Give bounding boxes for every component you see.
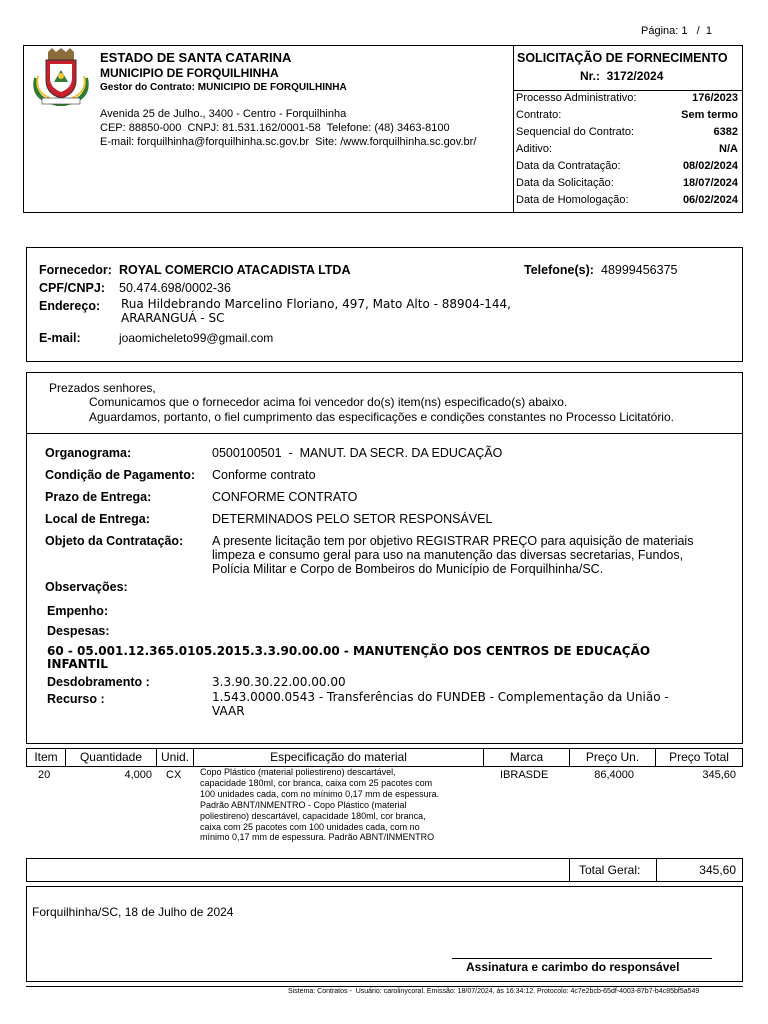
supplier-email: joaomicheleto99@gmail.com — [119, 331, 274, 345]
empenho-label: Empenho: — [47, 604, 109, 618]
request-row: Data de Homologação: 06/02/2024 — [516, 194, 738, 206]
request-row: Contrato: Sem termo — [516, 109, 738, 121]
page-indicator: Página: 1 / 1 — [641, 25, 712, 37]
despesa-line: INFANTIL — [47, 657, 108, 671]
contract-manager: Gestor do Contrato: MUNICIPIO DE FORQUILHINHA — [100, 82, 347, 93]
total-label: Total Geral: — [579, 863, 641, 877]
pagamento-value: Conforme contrato — [212, 468, 316, 482]
state-name: ESTADO DE SANTA CATARINA — [100, 50, 292, 65]
supplier-email-label: E-mail: — [39, 331, 81, 345]
cell-item: 20 — [38, 769, 51, 781]
recurso-line: 1.543.0000.0543 - Transferências do FUNDEB - Complementação da União - — [212, 690, 669, 704]
municipality-name: MUNICIPIO DE FORQUILHINHA — [100, 66, 279, 80]
recurso-line: VAAR — [212, 704, 245, 718]
signature-line: Assinatura e carimbo do responsável — [466, 960, 680, 974]
supplier-phone: 48999456375 — [601, 263, 678, 277]
supplier-address-line: Rua Hildebrando Marcelino Floriano, 497, Mato Alto - 88904-144, — [121, 297, 511, 311]
supplier-phone-label: Telefone(s): — [524, 263, 594, 277]
organograma-value: 0500100501 - MANUT. DA SECR. DA EDUCAÇÃO — [212, 446, 503, 460]
local-value: DETERMINADOS PELO SETOR RESPONSÁVEL — [212, 512, 493, 526]
request-row: Processo Administrativo: 176/2023 — [516, 92, 738, 104]
total-value: 345,60 — [699, 863, 736, 877]
cell-total: 345,60 — [702, 769, 736, 781]
supplier-cpf-label: CPF/CNPJ: — [39, 281, 105, 295]
cell-quantity: 4,000 — [124, 769, 152, 781]
pagamento-label: Condição de Pagamento: — [45, 468, 196, 482]
objeto-label: Objeto da Contratação: — [45, 534, 184, 548]
cell-brand: IBRASDE — [500, 769, 549, 781]
cell-unit-price: 86,4000 — [594, 769, 634, 781]
supplier-address-line: ARARANGUÁ - SC — [121, 311, 225, 325]
observacoes-label: Observações: — [45, 580, 128, 594]
objeto-line: limpeza e consumo geral para uso na manutenção das diversas secretarias, Fundos, — [212, 548, 684, 562]
request-title: SOLICITAÇÃO DE FORNECIMENTO — [517, 51, 728, 65]
col-header-spec: Especificação do material — [270, 750, 407, 764]
request-row: Sequencial do Contrato: 6382 — [516, 126, 738, 138]
prazo-value: CONFORME CONTRATO — [212, 490, 358, 504]
header-address: Avenida 25 de Julho., 3400 - Centro - Forquilhinha — [100, 108, 347, 120]
letter-line: Aguardamos, portanto, o fiel cumprimento das especificações e condições constantes no Processo Licitatório. — [89, 410, 674, 424]
request-number: Nr.: 3172/2024 — [580, 69, 664, 83]
supplier-cpf: 50.474.698/0002-36 — [119, 281, 231, 295]
organograma-label: Organograma: — [45, 446, 132, 460]
place-date: Forquilhinha/SC, 18 de Julho de 2024 — [32, 905, 234, 919]
supplier-name-label: Fornecedor: — [39, 263, 112, 277]
request-row: Aditivo: N/A — [516, 143, 738, 155]
col-header-total: Preço Total — [669, 750, 729, 764]
municipal-crest-logo — [28, 48, 94, 106]
letter-line: Comunicamos que o fornecedor acima foi vencedor do(s) item(ns) especificado(s) abaixo. — [89, 395, 568, 409]
cell-unit: CX — [166, 769, 182, 781]
col-header-item: Item — [34, 750, 58, 764]
header-email: E-mail: forquilhinha@forquilhinha.sc.gov.br Site: /www.forquilhinha.sc.gov.br/ — [100, 136, 477, 148]
prazo-label: Prazo de Entrega: — [45, 490, 152, 504]
col-header-unit: Unid. — [160, 750, 189, 764]
col-header-unit-price: Preço Un. — [585, 750, 640, 764]
desdobramento-value: 3.3.90.30.22.00.00.00 — [212, 675, 346, 689]
objeto-line: Polícia Militar e Corpo de Bombeiros do Município de Forquilhinha/SC. — [212, 562, 604, 576]
supplier-address-label: Endereço: — [39, 299, 101, 313]
letter-greeting: Prezados senhores, — [49, 381, 156, 395]
despesas-label: Despesas: — [47, 624, 110, 638]
despesa-line: 60 - 05.001.12.365.0105.2015.3.3.90.00.00 - MANUTENÇÃO DOS CENTROS DE EDUCAÇÃO — [47, 644, 651, 658]
cell-spec: Copo Plástico (material poliestireno) descartável, capacidade 180ml, cor branca, caixa com 25 pacotes com 100 unidades cada, com no mínimo 0,17 mm de espessura. Padrão ABNT/INMENTRO - Copo Plástico (material poliestireno) descartável, capacidade 180ml, cor branca, caixa com 25 pacotes com 100 unidades cada, com no mínimo 0,17 mm de espessura. Padrão ABNT/INMENTRO — [200, 767, 440, 843]
recurso-label: Recurso : — [47, 692, 105, 706]
local-label: Local de Entrega: — [45, 512, 150, 526]
supplier-name: ROYAL COMERCIO ATACADISTA LTDA — [119, 263, 351, 277]
request-row: Data da Contratação: 08/02/2024 — [516, 160, 738, 172]
objeto-line: A presente licitação tem por objetivo REGISTRAR PREÇO para aquisição de materiais — [212, 534, 694, 548]
system-info: Sistema: Contratos - Usuário: carolinycoral. Emissão: 18/07/2024, às 16:34:12. Protocolo: 4c7e2bcb-65df-4003-87b7-b4c85bf5a549 — [288, 988, 700, 995]
header-cep: CEP: 88850-000 CNPJ: 81.531.162/0001-58 Telefone: (48) 3463-8100 — [100, 122, 450, 134]
request-row: Data da Solicitação: 18/07/2024 — [516, 177, 738, 189]
desdobramento-label: Desdobramento : — [47, 675, 150, 689]
col-header-quantity: Quantidade — [79, 750, 143, 764]
col-header-brand: Marca — [509, 750, 544, 764]
